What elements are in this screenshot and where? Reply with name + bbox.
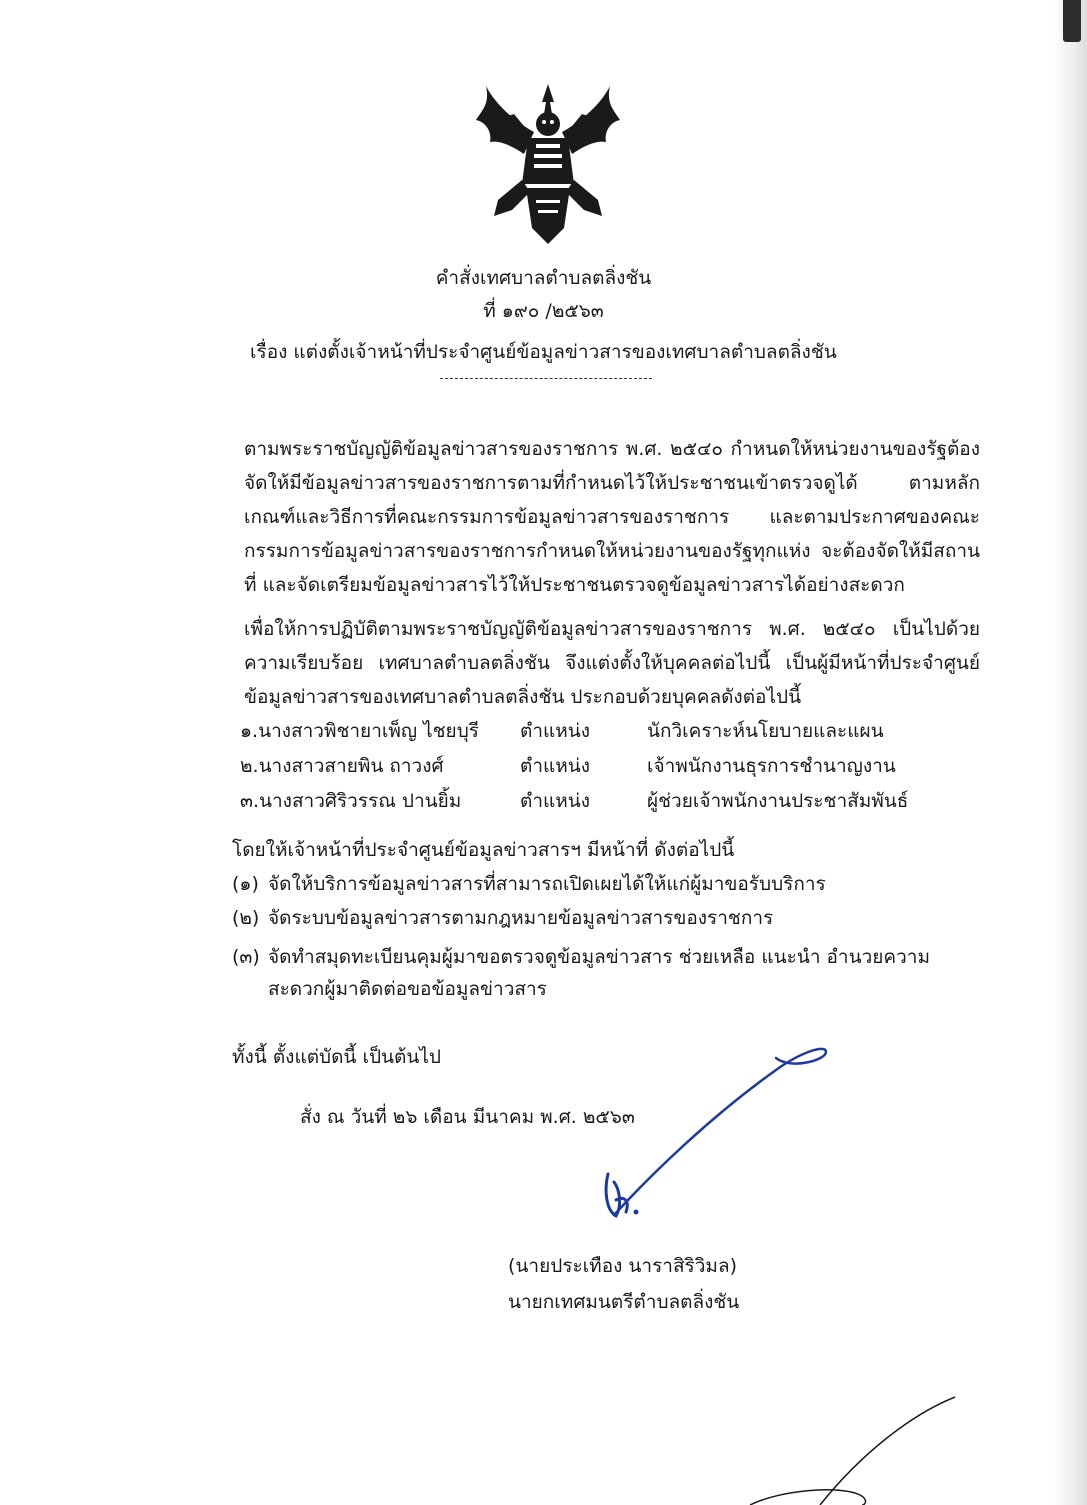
duties-intro: โดยให้เจ้าหน้าที่ประจำศูนย์ข้อมูลข่าวสารฯ มีหน้าที่ ดังต่อไปนี้ — [232, 839, 735, 861]
staff-position-2: เจ้าพนักงานธุรการชำนาญงาน — [647, 755, 896, 777]
ordered-date: สั่ง ณ วันที่ ๒๖ เดือน มีนาคม พ.ศ. ๒๕๖๓ — [300, 1106, 635, 1128]
duty-number-2: (๒) — [232, 907, 260, 929]
duty-number-1: (๑) — [232, 873, 259, 895]
handwritten-signature — [586, 1040, 846, 1240]
order-subject: เรื่อง แต่งตั้งเจ้าหน้าที่ประจำศูนย์ข้อมูลข่าวสารของเทศบาลตำบลตลิ่งชัน — [250, 341, 837, 363]
staff-position-1: นักวิเคราะห์นโยบายและแผน — [647, 720, 884, 742]
paragraph-2-text: เพื่อให้การปฏิบัติตามพระราชบัญญัติข้อมูลข่าวสารของราชการ พ.ศ. ๒๕๔๐ เป็นไปด้วยความเรียบร้อย เทศบาลตำบลตลิ่งชัน จึงแต่งตั้งให้บุคคลต่อไปนี้ เป็นผู้มีหน้าที่ประจำศูนย์ข้อมูลข่าวสารของเทศบาลตำบลตลิ่งชัน ประกอบด้วยบุคคลดังต่อไปนี้ — [244, 618, 980, 708]
paragraph-2 — [98, 612, 980, 714]
paragraph-1-text: ตามพระราชบัญญัติข้อมูลข่าวสารของราชการ พ.ศ. ๒๕๔๐ กำหนดให้หน่วยงานของรัฐต้องจัดให้มีข้อมูลข่าวสารของราชการตามที่กำหนดไว้ให้ประชาชนเข้าตรวจดูได้ ตามหลักเกณฑ์และวิธีการที่คณะกรรมการข้อมูลข่าวสารของราชการ และตามประกาศของคณะกรรมการข้อมูลข่าวสารของราชการกำหนดให้หน่วยงานของรัฐทุกแห่ง จะต้องจัดให้มีสถานที่ และจัดเตรียมข้อมูลข่าวสารไว้ให้ประชาชนตรวจดูข้อมูลข่าวสารได้อย่างสะดวก — [244, 438, 980, 596]
duty-text-3-cont: สะดวกผู้มาติดต่อขอข้อมูลข่าวสาร — [268, 978, 547, 1000]
footer-signature-strokes — [740, 1395, 970, 1505]
separator-line — [440, 378, 652, 379]
duty-text-1: จัดให้บริการข้อมูลข่าวสารที่สามารถเปิดเผยได้ให้แก่ผู้มาขอรับบริการ — [268, 873, 826, 895]
staff-name-3: ๓.นางสาวศิริวรรณ ปานยิ้ม — [240, 790, 462, 812]
garuda-emblem-icon — [472, 80, 624, 248]
staff-position-3: ผู้ช่วยเจ้าพนักงานประชาสัมพันธ์ — [647, 790, 909, 812]
duty-text-2: จัดระบบข้อมูลข่าวสารตามกฎหมายข้อมูลข่าวสารของราชการ — [268, 907, 774, 929]
staff-name-2: ๒.นางสาวสายพิน ถาวงศ์ — [240, 755, 444, 777]
order-number: ที่ ๑๙๐ /๒๕๖๓ — [483, 300, 604, 322]
staff-position-label-2: ตำแหน่ง — [520, 755, 591, 777]
binder-clip-mark — [1063, 0, 1081, 42]
order-title: คำสั่งเทศบาลตำบลตลิ่งชัน — [435, 267, 652, 289]
duty-number-3: (๓) — [232, 946, 260, 968]
effective-statement: ทั้งนี้ ตั้งแต่บัดนี้ เป็นต้นไป — [232, 1046, 441, 1068]
signatory-title: นายกเทศมนตรีตำบลตลิ่งชัน — [508, 1291, 740, 1313]
paper-edge — [1053, 0, 1087, 1505]
signatory-name: (นายประเทือง นาราสิริวิมล) — [508, 1255, 738, 1277]
duty-text-3: จัดทำสมุดทะเบียนคุมผู้มาขอตรวจดูข้อมูลข่าวสาร ช่วยเหลือ แนะนำ อำนวยความ — [268, 946, 930, 968]
paragraph-1 — [98, 432, 980, 602]
staff-name-1: ๑.นางสาวพิชายาเพ็ญ ไชยบุรี — [240, 720, 479, 742]
staff-position-label-3: ตำแหน่ง — [520, 790, 591, 812]
staff-position-label-1: ตำแหน่ง — [520, 720, 591, 742]
